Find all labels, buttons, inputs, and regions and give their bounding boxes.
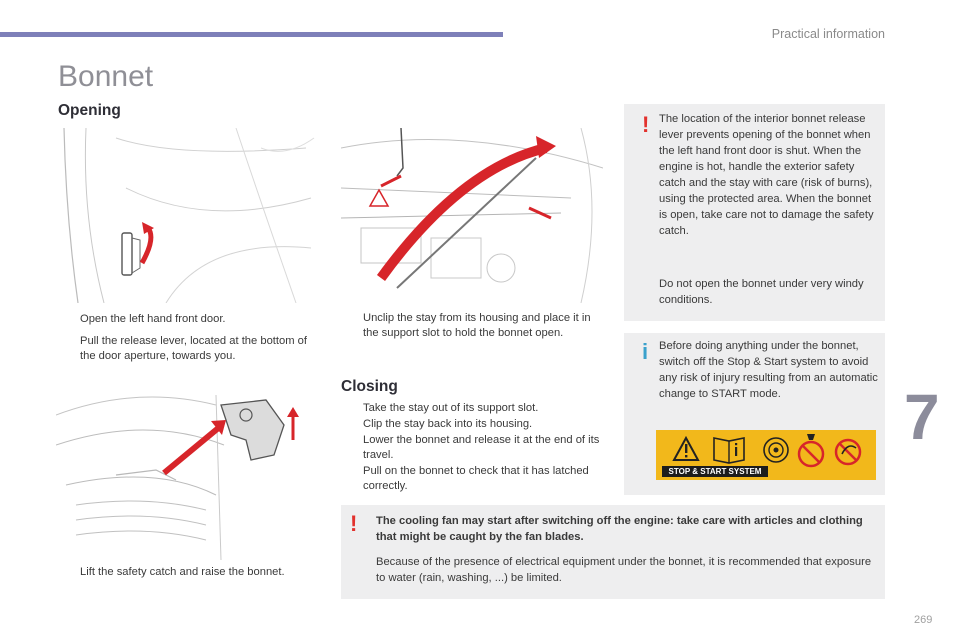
warning-wind-text: Do not open the bonnet under very windy conditions. [659,278,864,306]
stop-start-sticker [656,430,876,480]
page-title: Bonnet [58,60,154,93]
page-number: 269 [914,614,933,626]
closing-heading: Closing [341,378,398,395]
list-item [341,464,603,494]
illustration-release-lever [56,128,318,303]
list-item [58,312,320,327]
step-text: Pull the release lever, located at the bottom of the door aperture, towards you. [80,335,307,362]
closing-steps [341,401,603,495]
step-text: Lower the bonnet and release it at the end of its travel. [363,434,600,461]
warning-exclamation-icon: ! [642,112,650,137]
manual-book-icon [714,438,744,463]
info-icon: i [642,339,649,364]
cooling-fan-warning-text: The cooling fan may start after switching off the engine: take care with articles and clothing that might be caught by the fan blades. [376,515,863,543]
warning-text: The location of the interior bonnet release lever prevents opening of the bonnet when the left hand front door is shut. When the engine is hot, handle the exterior safety catch and the stay with care (risk of burns), using the protected area. When the bonnet is open, take care not to damage the safety catch. [659,113,874,237]
step-text: Open the left hand front door. [80,313,226,325]
chapter-number: 7 [904,381,940,453]
sticker-label: STOP & START SYSTEM [662,466,768,477]
info-box [624,333,885,495]
warning-exclamation-icon: ! [350,511,358,536]
info-text: Before doing anything under the bonnet, switch off the Stop & Start system to avoid any risk of injury resulting from an automatic change to START mode. [659,340,878,400]
list-item [58,334,320,364]
cooling-fan-warning-box [341,505,885,599]
no-hand-icon [799,434,823,466]
step-text: Pull on the bonnet to check that it has latched correctly. [363,465,589,492]
water-exposure-text: Because of the presence of electrical equipment under the bonnet, it is recommended that exposure to water (rain, washing, ...) be limited. [376,556,872,584]
list-item [341,311,603,341]
list-item [341,433,603,463]
opening-heading: Opening [58,102,121,119]
no-entry-icon [836,440,860,464]
warning-triangle-icon [674,438,698,460]
step-text: Unclip the stay from its housing and place it in the support slot to hold the bonnet open. [363,312,591,339]
list-item [341,401,603,416]
list-item [58,565,320,580]
step-text: Clip the stay back into its housing. [363,418,533,430]
fan-icon [764,438,788,462]
warning-box [624,104,885,321]
step-text: Take the stay out of its support slot. [363,402,539,414]
illustration-bonnet-stay [341,128,603,303]
list-item [341,417,603,432]
illustration-safety-catch [56,385,318,560]
step-text: Lift the safety catch and raise the bonnet. [80,566,285,578]
section-header: Practical information [771,27,885,41]
top-accent-bar [0,32,503,37]
